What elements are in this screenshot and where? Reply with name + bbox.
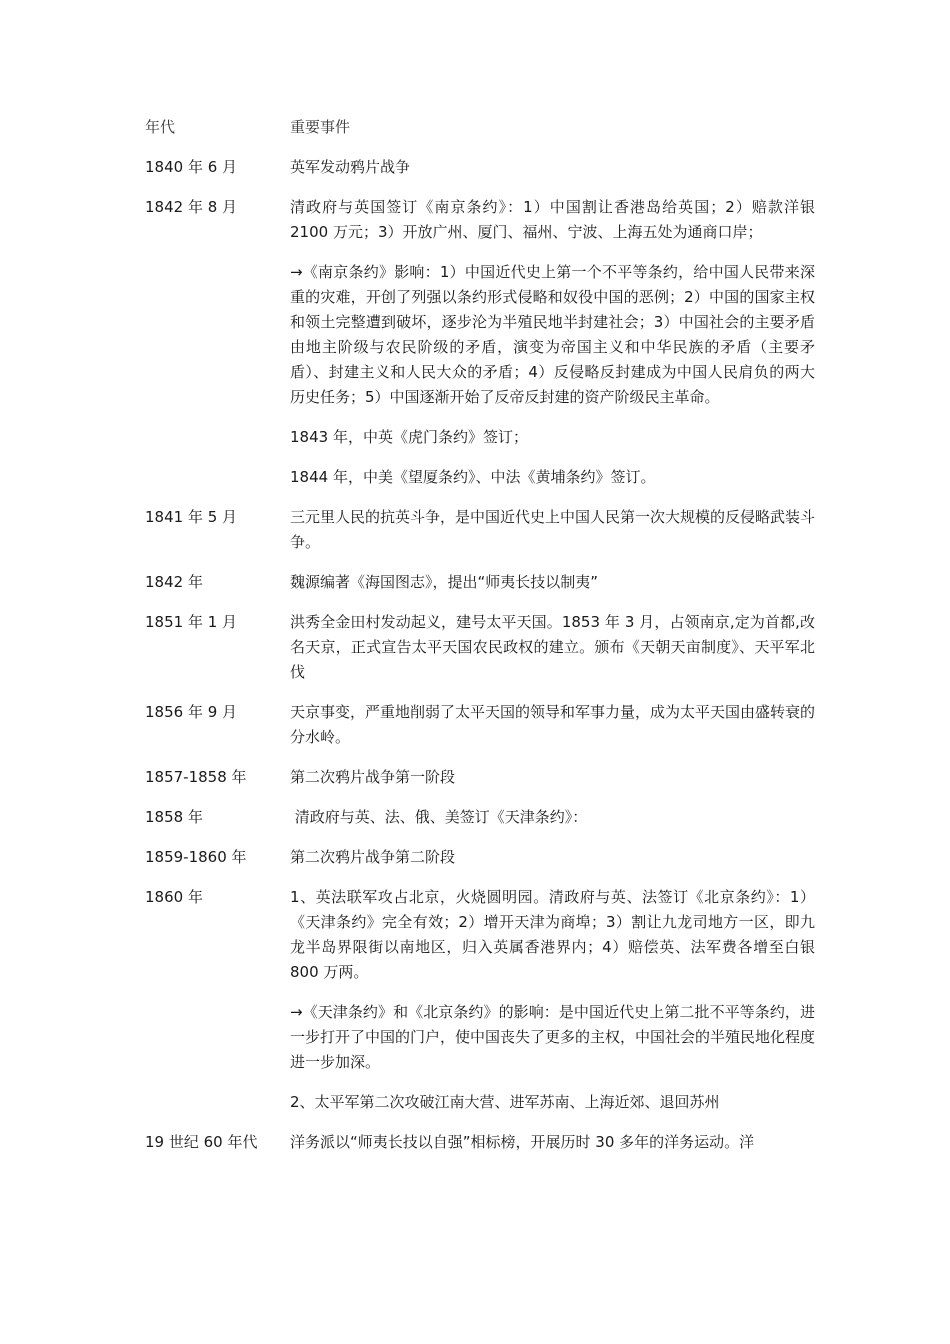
- row-year: 19 世纪 60 年代: [145, 1133, 258, 1151]
- row-events: [290, 885, 820, 1130]
- event-paragraph: 2、太平军第二次攻破江南大营、进军苏南、上海近郊、退回苏州: [290, 1093, 720, 1111]
- row-year: 1842 年: [145, 573, 203, 591]
- row-events: [290, 1130, 815, 1170]
- row-year: 1858 年: [145, 808, 203, 826]
- row-events: [290, 610, 815, 700]
- row-year: 1859-1860 年: [145, 848, 247, 866]
- table-row: [145, 195, 820, 505]
- row-year: 1840 年 6 月: [145, 158, 238, 176]
- event-paragraph: 1844 年，中美《望厦条约》、中法《黄埔条约》签订。: [290, 468, 656, 486]
- row-year: 1841 年 5 月: [145, 508, 238, 526]
- year-column-header: 年代: [145, 118, 176, 136]
- table-row: [145, 765, 815, 805]
- event-paragraph: 清政府与英、法、俄、美签订《天津条约》：: [290, 808, 588, 826]
- timeline-rows: [145, 155, 820, 1170]
- row-year: 1851 年 1 月: [145, 613, 238, 631]
- event-paragraph: 洋务派以“师夷长技以自强”相标榜，开展历时 30 多年的洋务运动。洋: [290, 1133, 755, 1151]
- table-row: [145, 505, 815, 570]
- event-paragraph: 清政府与英国签订《南京条约》：1）中国割让香港岛给英国；2）赔款洋银 2100 万元；3）开放广州、厦门、福州、宁波、上海五处为通商口岸；: [290, 198, 820, 241]
- events-column-header: 重要事件: [290, 118, 351, 136]
- row-year: 1857-1858 年: [145, 768, 247, 786]
- event-paragraph: 天京事变，严重地削弱了太平天国的领导和军事力量，成为太平天国由盛转衰的分水岭。: [290, 703, 816, 746]
- event-paragraph: 三元里人民的抗英斗争，是中国近代史上中国人民第一次大规模的反侵略武装斗争。: [290, 508, 816, 551]
- event-paragraph: 1843 年，中英《虎门条约》签订；: [290, 428, 528, 446]
- row-events: [290, 505, 815, 570]
- row-events: [290, 765, 815, 805]
- row-events: [290, 805, 815, 845]
- event-paragraph: 第二次鸦片战争第二阶段: [290, 848, 456, 866]
- event-paragraph: 魏源编著《海国图志》，提出“师夷长技以制夷”: [290, 573, 599, 591]
- row-year: 1842 年 8 月: [145, 198, 238, 216]
- table-row: [145, 155, 815, 195]
- row-events: [290, 155, 815, 195]
- row-events: [290, 195, 820, 505]
- table-row: [145, 1130, 815, 1170]
- event-paragraph: 洪秀全金田村发动起义，建号太平天国。1853 年 3 月，占领南京,定为首都,改名天京，正式宣告太平天国农民政权的建立。颁布《天朝天亩制度》、天平军北伐: [290, 613, 815, 681]
- row-year: 1856 年 9 月: [145, 703, 238, 721]
- event-paragraph: →《天津条约》和《北京条约》的影响：是中国近代史上第二批不平等条约，进一步打开了中国的门户，使中国丧失了更多的主权，中国社会的半殖民地化程度进一步加深。: [290, 1003, 816, 1071]
- row-events: [290, 845, 815, 885]
- table-row: [145, 700, 815, 765]
- event-paragraph: 1、英法联军攻占北京，火烧圆明园。清政府与英、法签订《北京条约》：1）《天津条约》完全有效；2）增开天津为商埠；3）割让九龙司地方一区，即九龙半岛界限街以南地区，归入英属香港界内；4）赔偿英、法军费各增至白银 800 万两。: [290, 888, 820, 981]
- table-row: [145, 610, 815, 700]
- event-paragraph: 第二次鸦片战争第一阶段: [290, 768, 456, 786]
- table-row: [145, 805, 815, 845]
- table-row: [145, 570, 815, 610]
- row-events: [290, 700, 815, 765]
- history-timeline-table: [145, 115, 820, 1170]
- table-header-row: [145, 115, 815, 155]
- row-events: [290, 570, 815, 610]
- event-paragraph: →《南京条约》影响：1）中国近代史上第一个不平等条约，给中国人民带来深重的灾难，开创了列强以条约形式侵略和奴役中国的恶例；2）中国的国家主权和领土完整遭到破坏，逐步沦为半殖民地半封建社会；3）中国社会的主要矛盾由地主阶级与农民阶级的矛盾，演变为帝国主义和中华民族的矛盾（主要矛盾）、封建主义和人民大众的矛盾；4）反侵略反封建成为中国人民肩负的两大历史任务；5）中国逐渐开始了反帝反封建的资产阶级民主革命。: [290, 263, 815, 406]
- table-row: [145, 885, 820, 1130]
- table-row: [145, 845, 815, 885]
- row-year: 1860 年: [145, 888, 203, 906]
- event-paragraph: 英军发动鸦片战争: [290, 158, 411, 176]
